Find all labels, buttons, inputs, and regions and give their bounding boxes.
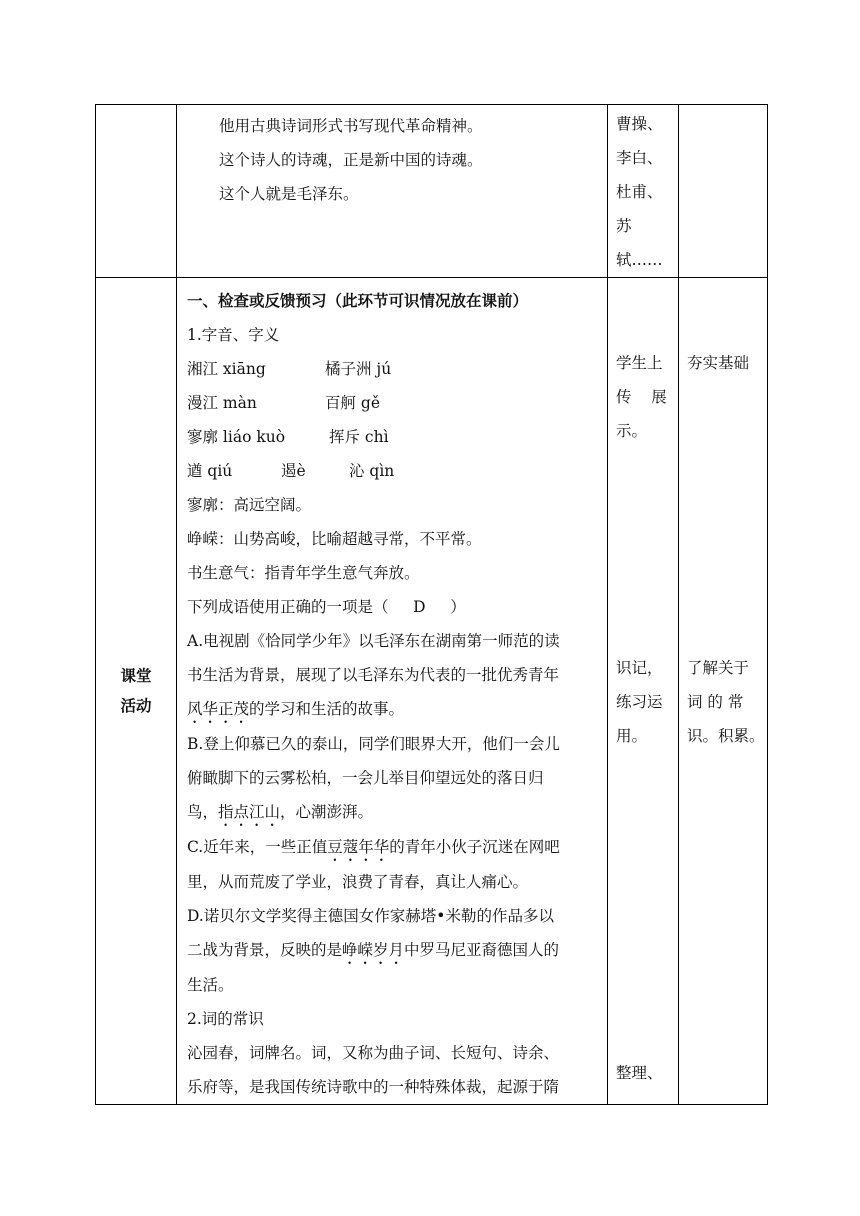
pinyin-item: 沁 qìn [349,462,395,480]
option-b-line: 俯瞰脚下的云雾松柏，一会儿举目仰望远处的落日归 [187,769,544,787]
table-cell-empty [679,105,768,278]
option-a-line [187,692,601,727]
text-line: 传 展 [616,388,667,406]
text-line: 杜甫、 [616,183,663,201]
pinyin-item: 挥斥 chì [329,428,389,446]
option-a-line: 书生活为背景，展现了以毛泽东为代表的一批优秀青年 [187,666,560,684]
definition-line: 峥嵘：山势高峻，比喻超越寻常，不平常。 [187,530,482,548]
text-line: 李白、 [616,149,663,167]
dotted-idiom: 风华正茂 [187,700,250,718]
option-a-line: A.电视剧《恰同学少年》以毛泽东在湖南第一师范的读 [187,632,560,650]
text-line: 苏 [616,217,632,235]
option-text: ，心潮澎湃。 [280,803,374,821]
pinyin-item: 寥廓 liáo kuò [187,428,286,446]
option-text: 的学习和生活的故事。 [249,700,405,718]
option-text: 中罗马尼亚裔德国人的 [404,941,560,959]
pinyin-item: 遒 qiú [187,462,233,480]
option-b-line [187,795,601,830]
text-line: 整理、 [616,1064,663,1082]
option-text: 的青年小伙子沉迷在网吧 [389,838,560,856]
dotted-idiom: 指点江山 [218,803,281,821]
table-cell-content [177,105,608,278]
text-line: 词 的 常 [687,693,744,711]
option-d-line: D.诺贝尔文学奖得主德国女作家赫塔•米勒的作品多以 [187,907,554,925]
option-c-line [187,830,601,865]
text-line: 这个诗人的诗魂，正是新中国的诗魂。 [219,151,483,169]
pinyin-item: 漫江 màn [187,394,257,412]
pinyin-row [187,454,601,488]
subheading: 1.字音、字义 [187,326,280,344]
option-text: C.近年来，一些正值 [187,838,328,856]
option-text: 鸟， [187,803,219,821]
table-cell-content [177,278,608,1105]
subheading: 2.词的常识 [187,1010,264,1028]
option-d-line [187,933,601,968]
pinyin-item: 橘子洲 jú [325,360,392,378]
dotted-idiom: 豆蔻年华 [327,838,390,856]
option-text: 二战为背景，反映的是 [187,941,343,959]
option-b-line: B.登上仰慕已久的泰山，同学们眼界大开，他们一会儿 [187,735,560,753]
lesson-plan-table [95,104,768,1105]
option-d-line: 生活。 [187,976,234,994]
section-label-line: 活动 [120,696,152,715]
pinyin-item: 百舸 gě [325,394,381,412]
text-line: 用。 [616,727,648,745]
text-line: 识记， [616,659,663,677]
section-heading: 一、检查或反馈预习（此环节可识情况放在课前） [187,291,529,310]
definition-line: 寥廓：高远空阔。 [187,496,312,514]
text-line: 夯实基础 [687,354,750,372]
pinyin-row [187,420,601,454]
text-line: 练习运 [616,693,663,711]
pinyin-row [187,352,601,386]
dotted-idiom: 峥嵘岁月 [342,941,405,959]
table-row [96,278,768,1105]
definition-line: 书生意气：指青年学生意气奔放。 [187,564,420,582]
section-label-line: 课堂 [120,666,152,685]
pinyin-item: 遏è [281,462,306,480]
text-line: 曹操、 [616,115,663,133]
text-line: 示。 [616,422,648,440]
option-c-line: 里，从而荒废了学业，浪费了青春，真让人痛心。 [187,873,529,891]
text-line: 识。积累。 [687,727,765,745]
text-line: 沁园春，词牌名。词，又称为曲子词、长短句、诗余、 [187,1044,560,1062]
text-line: 他用古典诗词形式书写现代革命精神。 [219,117,483,135]
pinyin-row [187,386,601,420]
table-row [96,105,768,278]
text-line: 乐府等，是我国传统诗歌中的一种特殊体裁，起源于隋 [187,1078,560,1096]
question-text: 下列成语使用正确的一项是（ D ） [187,598,466,616]
text-line: 学生上 [616,354,663,372]
text-line: 轼…… [616,251,663,269]
table-cell-intent [679,278,768,1105]
section-label [96,661,176,721]
table-cell-student [608,105,679,278]
pinyin-item: 湘江 xiāng [187,360,266,378]
section-label-cell [96,278,177,1105]
table-cell-student [608,278,679,1105]
table-cell-empty [96,105,177,278]
text-line: 了解关于 [687,659,750,677]
text-line: 这个人就是毛泽东。 [219,185,359,203]
